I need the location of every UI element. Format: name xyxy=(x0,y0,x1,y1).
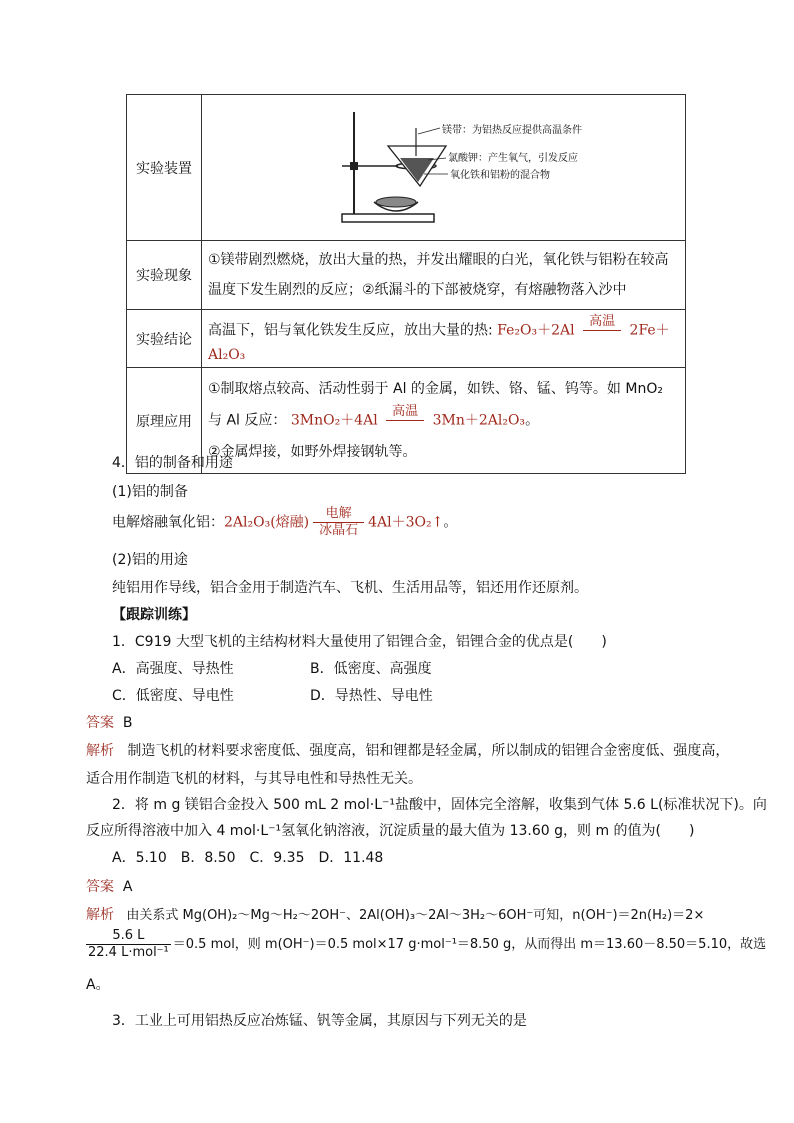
equation-right: 4Al＋3O₂↑ xyxy=(368,514,444,531)
phenomenon-line: 温度下发生剧烈的反应；②纸漏斗的下部被烧穿，有熔融物落入沙中 xyxy=(208,282,627,298)
row-label: 实验结论 xyxy=(127,310,202,368)
q1-explanation-cont: 适合用作制造飞机的材料，与其导电性和导热性无关。 xyxy=(86,771,422,787)
uses-text: 纯铝用作导线，铝合金用于制造汽车、飞机、生活用品等，铝还用作还原剂。 xyxy=(112,580,588,596)
stand-base xyxy=(342,214,434,222)
equation-left: 3MnO₂＋4Al xyxy=(290,412,378,429)
q2-explanation-cont: 5.6 L 22.4 L·mol⁻¹ ＝0.5 mol，则 m(OH⁻)＝0.5 mol×17 g·mol⁻¹＝8.50 g，从而得出 m＝13.60－8.50＝5.10，故选 xyxy=(88,928,767,960)
table-row xyxy=(127,310,686,368)
application-cell xyxy=(202,368,686,474)
row-label: 实验装置 xyxy=(127,95,202,241)
answer-label: 答案 xyxy=(86,879,114,895)
row-label: 原理应用 xyxy=(127,368,202,474)
q2-answer: 答案 A xyxy=(86,879,133,895)
q3-stem: 3．工业上可用铝热反应冶炼锰、钒等金属，其原因与下列无关的是 xyxy=(112,1013,527,1029)
q1-stem: 1．C919 大型飞机的主结构材料大量使用了铝锂合金，铝锂合金的优点是( ) xyxy=(112,634,607,650)
q1-option-b: B．低密度、高强度 xyxy=(310,661,432,677)
q2-explanation-end: A。 xyxy=(86,977,110,993)
q1-answer: 答案 B xyxy=(86,715,133,731)
answer-label: 答案 xyxy=(86,715,114,731)
conclusion-text: 高温下，铝与氧化铁发生反应，放出大量的热: xyxy=(208,322,493,339)
reaction-condition: 高温 xyxy=(386,404,424,437)
subsection-title: (2)铝的用途 xyxy=(112,552,188,568)
label-kclo3: 氯酸钾：产生氧气，引发反应 xyxy=(448,152,578,164)
thermite-apparatus-diagram xyxy=(202,98,682,238)
q2-stem: 2．将 m g 镁铝合金投入 500 mL 2 mol·L⁻¹盐酸中，固体完全溶解，收集到气体 5.6 L(标准状况下)。向 xyxy=(112,797,767,813)
explanation-label: 解析 xyxy=(86,743,114,759)
label-mixture: 氧化铁和铝粉的混合物 xyxy=(450,169,550,181)
experiment-table xyxy=(126,94,686,474)
conclusion-cell xyxy=(202,310,686,368)
q1-option-d: D．导热性、导电性 xyxy=(310,688,433,704)
q1-option-c: C．低密度、导电性 xyxy=(112,688,234,704)
equation-left: Fe₂O₃＋2Al xyxy=(497,322,575,339)
application-line: ②金属焊接，如野外焊接钢轨等。 xyxy=(208,444,417,460)
q2-explanation: 解析 由关系式 Mg(OH)₂～Mg～H₂～2OH⁻、2Al(OH)₃～2Al～3H₂～6OH⁻可知，n(OH⁻)＝2n(H₂)＝2× xyxy=(86,907,705,923)
equation-right: 2Fe＋Al₂O₃ xyxy=(208,322,670,363)
clamp-joint xyxy=(350,162,358,170)
q1-option-a: A．高强度、导热性 xyxy=(112,661,234,677)
q1-explanation: 解析 制造飞机的材料要求密度低、强度高，铝和锂都是轻金属，所以制成的铝锂合金密度低、强度高， xyxy=(86,743,730,759)
application-line: ①制取熔点较高、活动性弱于 Al 的金属，如铁、铬、锰、钨等。如 MnO₂ xyxy=(208,381,663,397)
phenomenon-line: ①镁带剧烈燃烧，放出大量的热，并发出耀眼的白光，氧化铁与铝粉在较高 xyxy=(208,252,669,268)
sand xyxy=(376,197,416,207)
equation-right: 3Mn＋2Al₂O₃ xyxy=(432,412,526,429)
label-mg: 镁带：为铝热反应提供高温条件 xyxy=(442,124,582,136)
apparatus-cell xyxy=(202,95,686,241)
table-row xyxy=(127,241,686,310)
row-label: 实验现象 xyxy=(127,241,202,310)
reaction-condition: $\frac{\text{电解}}{\text{冰晶石}}$ xyxy=(313,506,364,539)
reaction-condition: 高温 xyxy=(583,314,621,347)
phenomenon-cell xyxy=(202,241,686,310)
subsection-title: (1)铝的制备 xyxy=(112,484,188,500)
equation-left: 2Al₂O₃(熔融) xyxy=(224,514,310,531)
explanation-label: 解析 xyxy=(86,907,114,923)
q2-stem-cont: 反应所得溶液中加入 4 mol·L⁻¹氢氧化钠溶液，沉淀质量的最大值为 13.60 g，则 m 的值为( ) xyxy=(86,823,695,839)
q2-options: A．5.10 B．8.50 C．9.35 D．11.48 xyxy=(112,850,384,866)
volume-fraction: 5.6 L 22.4 L·mol⁻¹ xyxy=(88,928,169,960)
table-row xyxy=(127,95,686,241)
electrolysis-line: 电解熔融氧化铝：2Al₂O₃(熔融) $\frac{\text{电解}}{\text{冰晶石}}$ 4Al＋3O₂↑。 xyxy=(112,506,458,538)
application-line: 与 Al 反应： 3MnO₂＋4Al 高温 3Mn＋2Al₂O₃。 xyxy=(208,404,679,437)
training-header: 【跟踪训练】 xyxy=(112,607,196,623)
section-title: 4．铝的制备和用途 xyxy=(112,455,233,471)
